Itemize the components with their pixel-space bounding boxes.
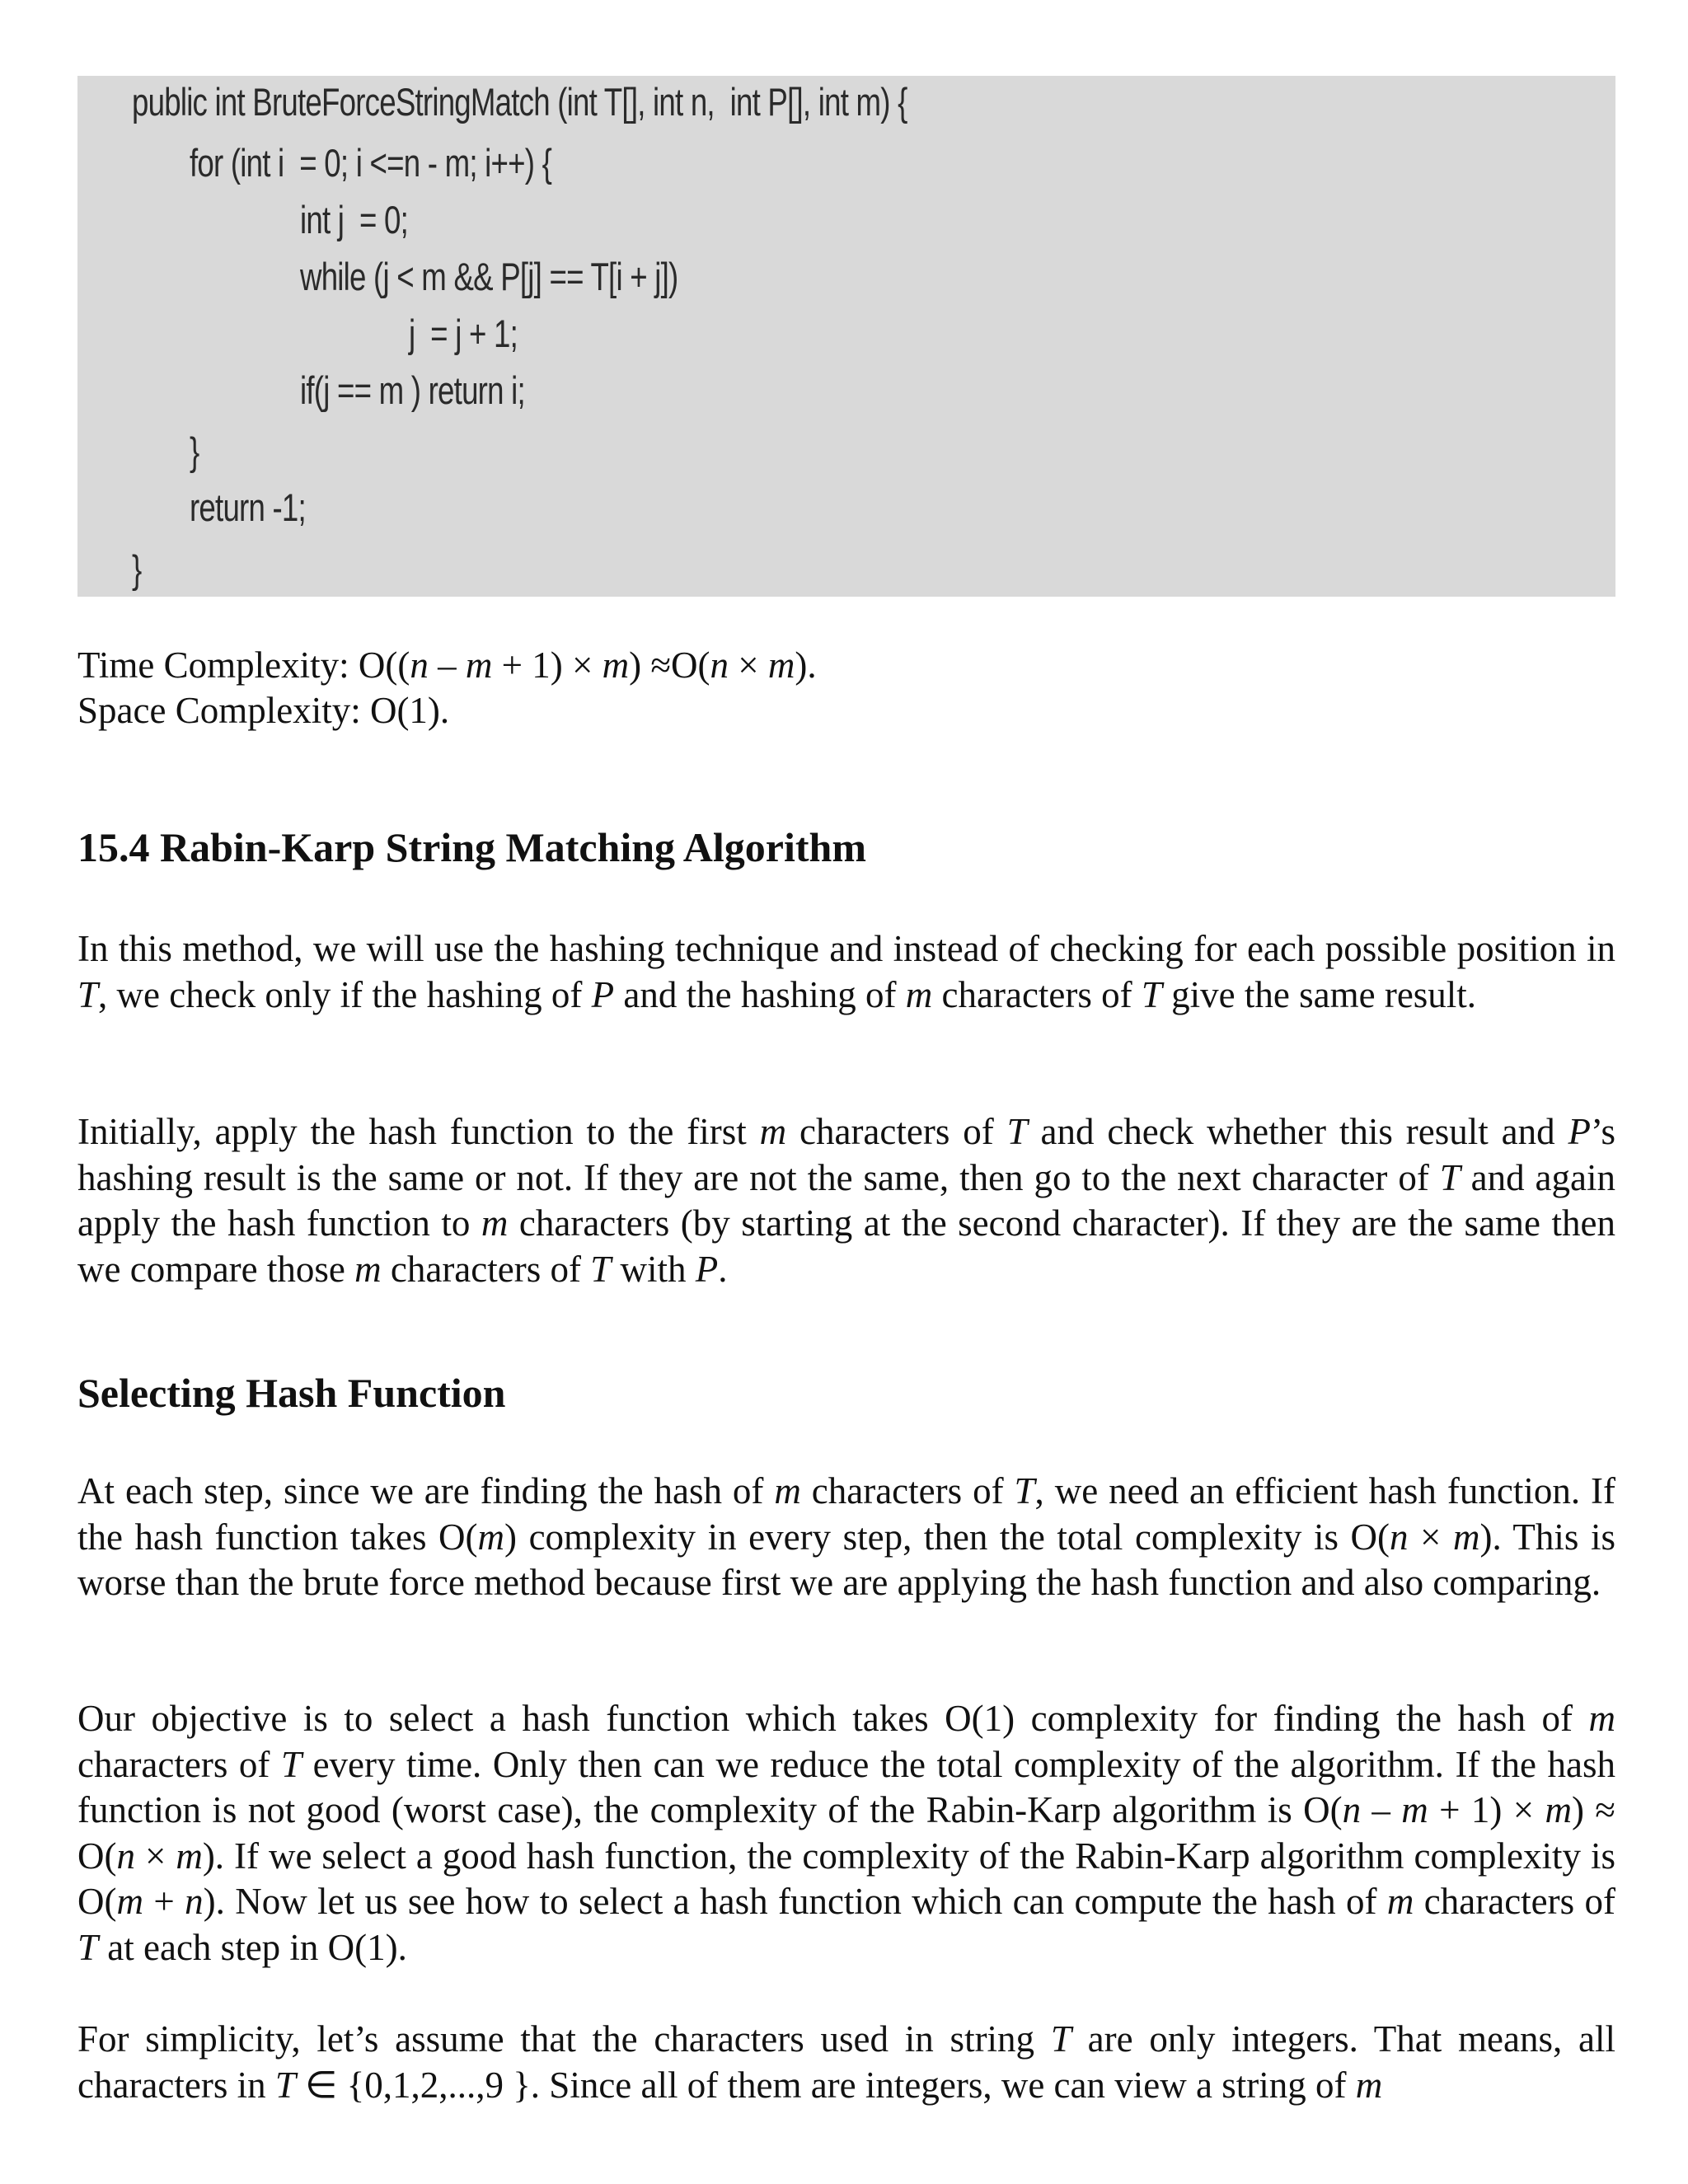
code-line: int j = 0;: [300, 198, 409, 241]
section-heading: 15.4 Rabin-Karp String Matching Algorithm: [77, 824, 866, 870]
code-block: [77, 76, 1615, 597]
code-line: }: [132, 547, 142, 591]
code-line: while (j < m && P[j] == T[i + j]): [300, 255, 678, 298]
code-line: return -1;: [190, 485, 306, 529]
space-complexity: Space Complexity: O(1).: [77, 690, 450, 731]
code-line: j = j + 1;: [409, 312, 518, 355]
code-line: for (int i = 0; i <=n - m; i++) {: [190, 141, 552, 185]
code-line: }: [190, 429, 199, 473]
time-complexity: Time Complexity: O((n – m + 1) × m) ≈O(n × m).: [77, 644, 817, 686]
subheading: Selecting Hash Function: [77, 1370, 506, 1416]
paragraph: Initially, apply the hash function to the first m characters of T and check whether this result and P’s hashing result is the same or not. If they are not the same, then go to the next character of T and again apply the hash function to m characters (by starting at the second character). If they are the same then we compare those m characters of T with P.: [77, 1111, 1615, 1290]
paragraph: For simplicity, let’s assume that the characters used in string T are only integers. That means, all characters in T ∈ {0,1,2,...,9 }. Since all of them are integers, we can view a string of m: [77, 2018, 1615, 2106]
paragraph: At each step, since we are finding the hash of m characters of T, we need an efficient hash function. If the hash function takes O(m) complexity in every step, then the total complexity is O(n × m). This is worse than the brute force method because first we are applying the hash function and also comparing.: [77, 1470, 1615, 1603]
paragraph: In this method, we will use the hashing technique and instead of checking for each possible position in T, we check only if the hashing of P and the hashing of m characters of T give the same result.: [77, 928, 1615, 1015]
code-line: if(j == m ) return i;: [300, 368, 525, 412]
code-line: public int BruteForceStringMatch (int T[], int n, int P[], int m) {: [132, 80, 907, 124]
paragraph: Our objective is to select a hash function which takes O(1) complexity for finding the hash of m characters of T every time. Only then can we reduce the total complexity of the algorithm. If the hash function is not good (worst case), the complexity of the Rabin-Karp algorithm is O(n – m + 1) × m) ≈ O(n × m). If we select a good hash function, the complexity of the Rabin-Karp algorithm complexity is O(m + n). Now let us see how to select a hash function which can compute the hash of m characters of T at each step in O(1).: [77, 1698, 1615, 1968]
